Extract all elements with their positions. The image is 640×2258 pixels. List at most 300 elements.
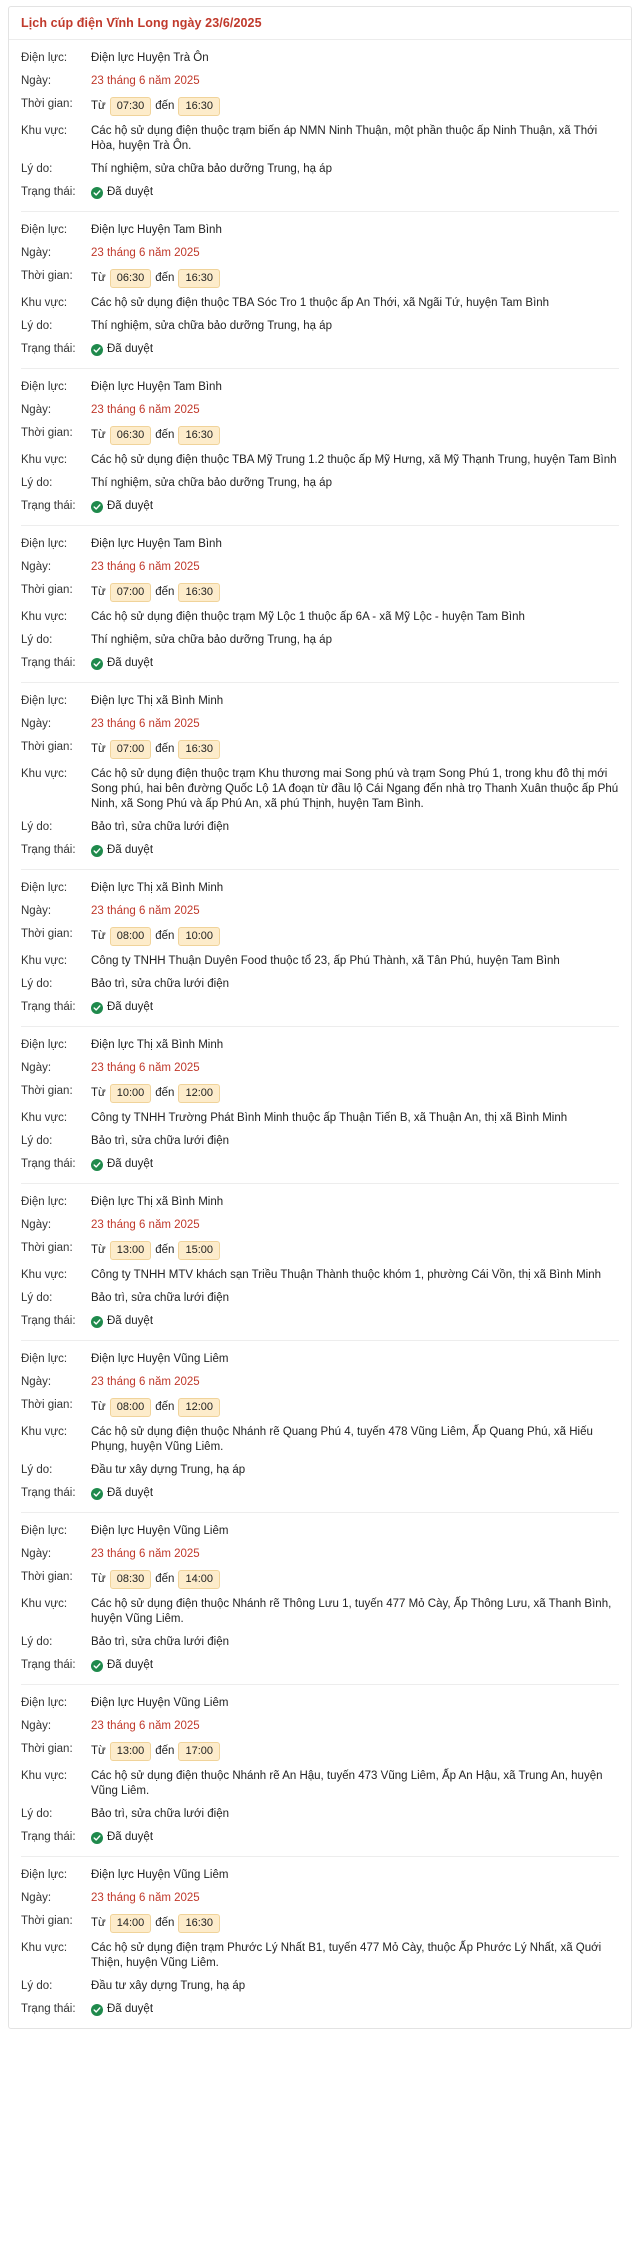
time-label: Thời gian: — [21, 741, 73, 753]
date-row — [21, 717, 619, 732]
check-circle-icon — [91, 1002, 103, 1014]
reason-label: Lý do: — [21, 1292, 53, 1304]
reason-label: Lý do: — [21, 1135, 53, 1147]
outage-entry — [21, 683, 619, 870]
date-label: Ngày: — [21, 1219, 52, 1231]
reason-label: Lý do: — [21, 634, 53, 646]
date-label: Ngày: — [21, 1720, 52, 1732]
time-row — [21, 1742, 619, 1761]
status-badge — [91, 1314, 619, 1329]
date-label: Ngày: — [21, 404, 52, 416]
time-row — [21, 1084, 619, 1103]
time-from-label: Từ — [91, 1745, 106, 1757]
status-badge — [91, 1000, 619, 1015]
status-text: Đã duyệt — [107, 500, 154, 512]
area-label: Khu vực: — [21, 1598, 68, 1610]
company-label: Điện lực: — [21, 1353, 68, 1365]
time-row — [21, 1570, 619, 1589]
time-to-chip: 16:30 — [178, 1914, 220, 1933]
date-value: 23 tháng 6 năm 2025 — [91, 404, 200, 416]
time-from-label: Từ — [91, 1401, 106, 1413]
date-row — [21, 1218, 619, 1233]
area-value: Các hộ sử dụng điện thuộc trạm biến áp NMN Ninh Thuận, một phần thuộc ấp Ninh Thuận, xã Thới Hòa, huyện Trà Ôn. — [91, 125, 598, 152]
time-from-chip: 13:00 — [110, 1241, 152, 1260]
reason-value: Thí nghiệm, sửa chữa bảo dưỡng Trung, hạ áp — [91, 320, 332, 332]
check-circle-icon — [91, 501, 103, 513]
date-value: 23 tháng 6 năm 2025 — [91, 1720, 200, 1732]
time-from-chip: 07:30 — [110, 97, 152, 116]
area-value: Các hộ sử dụng điện thuộc Nhánh rẽ Thông Lưu 1, tuyến 477 Mỏ Cày, Ấp Thông Lưu, xã Thanh Bình, huyện Vũng Liêm. — [91, 1598, 612, 1625]
reason-value: Thí nghiệm, sửa chữa bảo dưỡng Trung, hạ áp — [91, 634, 332, 646]
reason-value: Bảo trì, sửa chữa lưới điện — [91, 1808, 230, 1820]
status-row — [21, 1314, 619, 1329]
time-to-label: đến — [155, 100, 175, 112]
date-value: 23 tháng 6 năm 2025 — [91, 1219, 200, 1231]
time-from-chip: 10:00 — [110, 1084, 152, 1103]
time-from-label: Từ — [91, 930, 106, 942]
company-value: Điện lực Huyện Tam Bình — [91, 381, 222, 393]
area-row — [21, 1769, 619, 1799]
time-row — [21, 1241, 619, 1260]
company-value: Điện lực Huyện Vũng Liêm — [91, 1525, 229, 1537]
date-row — [21, 246, 619, 261]
status-row — [21, 1830, 619, 1845]
date-row — [21, 904, 619, 919]
status-text: Đã duyệt — [107, 1001, 154, 1013]
date-row — [21, 403, 619, 418]
company-row — [21, 223, 619, 238]
date-value: 23 tháng 6 năm 2025 — [91, 561, 200, 573]
area-value: Các hộ sử dụng điện thuộc TBA Sóc Tro 1 thuộc ấp An Thới, xã Ngãi Tứ, huyện Tam Bình — [91, 297, 550, 309]
company-label: Điện lực: — [21, 695, 68, 707]
time-to-chip: 16:30 — [178, 426, 220, 445]
reason-row — [21, 1807, 619, 1822]
date-row — [21, 1061, 619, 1076]
time-row — [21, 97, 619, 116]
status-badge — [91, 1830, 619, 1845]
company-row — [21, 380, 619, 395]
company-label: Điện lực: — [21, 538, 68, 550]
time-label: Thời gian: — [21, 1085, 73, 1097]
area-value: Công ty TNHH Trường Phát Bình Minh thuộc ấp Thuận Tiến B, xã Thuận An, thị xã Bình Minh — [91, 1112, 568, 1124]
status-label: Trạng thái: — [21, 1315, 76, 1327]
date-label: Ngày: — [21, 1376, 52, 1388]
time-to-label: đến — [155, 1087, 175, 1099]
time-to-chip: 15:00 — [178, 1241, 220, 1260]
area-label: Khu vực: — [21, 125, 68, 137]
area-row — [21, 954, 619, 969]
time-to-chip: 12:00 — [178, 1398, 220, 1417]
time-from-label: Từ — [91, 1573, 106, 1585]
date-label: Ngày: — [21, 905, 52, 917]
company-label: Điện lực: — [21, 1525, 68, 1537]
area-row — [21, 124, 619, 154]
reason-label: Lý do: — [21, 477, 53, 489]
company-row — [21, 1868, 619, 1883]
date-label: Ngày: — [21, 1548, 52, 1560]
time-to-label: đến — [155, 1745, 175, 1757]
status-badge — [91, 1658, 619, 1673]
time-label: Thời gian: — [21, 1242, 73, 1254]
outage-entry — [21, 1184, 619, 1341]
status-row — [21, 499, 619, 514]
check-circle-icon — [91, 658, 103, 670]
status-text: Đã duyệt — [107, 1158, 154, 1170]
time-range — [91, 1241, 619, 1260]
time-row — [21, 1914, 619, 1933]
time-from-chip: 13:00 — [110, 1742, 152, 1761]
area-row — [21, 1941, 619, 1971]
company-row — [21, 1352, 619, 1367]
date-row — [21, 1891, 619, 1906]
time-range — [91, 269, 619, 288]
status-text: Đã duyệt — [107, 1487, 154, 1499]
status-row — [21, 1486, 619, 1501]
reason-row — [21, 1979, 619, 1994]
area-row — [21, 1597, 619, 1627]
reason-value: Bảo trì, sửa chữa lưới điện — [91, 978, 230, 990]
area-label: Khu vực: — [21, 454, 68, 466]
company-row — [21, 1195, 619, 1210]
area-row — [21, 767, 619, 812]
time-label: Thời gian: — [21, 1399, 73, 1411]
status-row — [21, 1000, 619, 1015]
time-row — [21, 269, 619, 288]
date-row — [21, 560, 619, 575]
time-to-chip: 16:30 — [178, 583, 220, 602]
area-value: Công ty TNHH Thuận Duyên Food thuộc tổ 23, ấp Phú Thành, xã Tân Phú, huyện Tam Bình — [91, 955, 560, 967]
outage-entry — [21, 870, 619, 1027]
area-value: Các hộ sử dụng điện thuộc Nhánh rẽ An Hậu, tuyến 473 Vũng Liêm, Ấp An Hậu, xã Trung An, huyện Vũng Liêm. — [91, 1770, 603, 1797]
outage-entry — [21, 1685, 619, 1857]
time-to-label: đến — [155, 930, 175, 942]
reason-label: Lý do: — [21, 1636, 53, 1648]
time-from-chip: 14:00 — [110, 1914, 152, 1933]
date-row — [21, 1547, 619, 1562]
time-to-chip: 14:00 — [178, 1570, 220, 1589]
reason-row — [21, 162, 619, 177]
check-circle-icon — [91, 187, 103, 199]
company-label: Điện lực: — [21, 882, 68, 894]
area-label: Khu vực: — [21, 1112, 68, 1124]
company-value: Điện lực Thị xã Bình Minh — [91, 695, 224, 707]
status-label: Trạng thái: — [21, 1001, 76, 1013]
reason-row — [21, 820, 619, 835]
status-row — [21, 1157, 619, 1172]
time-range — [91, 426, 619, 445]
time-from-label: Từ — [91, 429, 106, 441]
time-row — [21, 1398, 619, 1417]
area-label: Khu vực: — [21, 611, 68, 623]
area-value: Các hộ sử dụng điện thuộc TBA Mỹ Trung 1.2 thuộc ấp Mỹ Hưng, xã Mỹ Thạnh Trung, huyện Tam Bình — [91, 454, 617, 466]
status-text: Đã duyệt — [107, 186, 154, 198]
status-label: Trạng thái: — [21, 1659, 76, 1671]
company-label: Điện lực: — [21, 1196, 68, 1208]
reason-label: Lý do: — [21, 821, 53, 833]
date-value: 23 tháng 6 năm 2025 — [91, 718, 200, 730]
time-label: Thời gian: — [21, 1571, 73, 1583]
time-label: Thời gian: — [21, 1743, 73, 1755]
reason-value: Thí nghiệm, sửa chữa bảo dưỡng Trung, hạ áp — [91, 477, 332, 489]
time-from-chip: 06:30 — [110, 269, 152, 288]
outage-entry — [21, 369, 619, 526]
status-row — [21, 342, 619, 357]
status-label: Trạng thái: — [21, 844, 76, 856]
status-label: Trạng thái: — [21, 657, 76, 669]
status-text: Đã duyệt — [107, 1659, 154, 1671]
date-value: 23 tháng 6 năm 2025 — [91, 905, 200, 917]
status-text: Đã duyệt — [107, 844, 154, 856]
status-text: Đã duyệt — [107, 1831, 154, 1843]
date-label: Ngày: — [21, 1892, 52, 1904]
outage-entry — [21, 526, 619, 683]
area-value: Công ty TNHH MTV khách sạn Triều Thuận Thành thuộc khóm 1, phường Cái Vồn, thị xã Bình Minh — [91, 1269, 602, 1281]
time-range — [91, 1398, 619, 1417]
company-label: Điện lực: — [21, 52, 68, 64]
reason-label: Lý do: — [21, 978, 53, 990]
reason-value: Bảo trì, sửa chữa lưới điện — [91, 821, 230, 833]
date-value: 23 tháng 6 năm 2025 — [91, 1062, 200, 1074]
time-from-label: Từ — [91, 1087, 106, 1099]
status-badge — [91, 185, 619, 200]
status-label: Trạng thái: — [21, 1831, 76, 1843]
time-label: Thời gian: — [21, 928, 73, 940]
date-label: Ngày: — [21, 561, 52, 573]
outage-entry — [21, 1857, 619, 2028]
time-to-label: đến — [155, 1401, 175, 1413]
company-value: Điện lực Thị xã Bình Minh — [91, 1039, 224, 1051]
time-range — [91, 1914, 619, 1933]
status-row — [21, 656, 619, 671]
time-from-label: Từ — [91, 100, 106, 112]
status-badge — [91, 499, 619, 514]
company-value: Điện lực Huyện Tam Bình — [91, 538, 222, 550]
time-to-label: đến — [155, 429, 175, 441]
time-from-label: Từ — [91, 743, 106, 755]
area-label: Khu vực: — [21, 1426, 68, 1438]
status-text: Đã duyệt — [107, 657, 154, 669]
company-value: Điện lực Thị xã Bình Minh — [91, 1196, 224, 1208]
reason-row — [21, 633, 619, 648]
date-label: Ngày: — [21, 1062, 52, 1074]
date-value: 23 tháng 6 năm 2025 — [91, 75, 200, 87]
outage-entry — [21, 40, 619, 212]
time-to-label: đến — [155, 1244, 175, 1256]
time-from-chip: 06:30 — [110, 426, 152, 445]
status-badge — [91, 342, 619, 357]
status-badge — [91, 656, 619, 671]
time-to-label: đến — [155, 1917, 175, 1929]
time-from-chip: 08:30 — [110, 1570, 152, 1589]
status-label: Trạng thái: — [21, 1487, 76, 1499]
status-row — [21, 185, 619, 200]
status-row — [21, 1658, 619, 1673]
status-text: Đã duyệt — [107, 1315, 154, 1327]
area-row — [21, 1425, 619, 1455]
status-row — [21, 2002, 619, 2017]
date-row — [21, 1719, 619, 1734]
time-range — [91, 583, 619, 602]
company-row — [21, 1038, 619, 1053]
time-from-chip: 08:00 — [110, 1398, 152, 1417]
time-from-chip: 07:00 — [110, 740, 152, 759]
company-value: Điện lực Huyện Vũng Liêm — [91, 1869, 229, 1881]
check-circle-icon — [91, 1660, 103, 1672]
area-label: Khu vực: — [21, 768, 68, 780]
company-value: Điện lực Huyện Trà Ôn — [91, 52, 209, 64]
date-value: 23 tháng 6 năm 2025 — [91, 1892, 200, 1904]
area-value: Các hộ sử dụng điện thuộc Nhánh rẽ Quang Phú 4, tuyến 478 Vũng Liêm, Ấp Quang Phú, xã Hiếu Phụng, huyện Vũng Liêm. — [91, 1426, 593, 1453]
time-row — [21, 583, 619, 602]
page-title: Lịch cúp điện Vĩnh Long ngày 23/6/2025 — [9, 7, 631, 40]
time-range — [91, 1742, 619, 1761]
check-circle-icon — [91, 2004, 103, 2016]
company-label: Điện lực: — [21, 224, 68, 236]
company-row — [21, 537, 619, 552]
status-label: Trạng thái: — [21, 1158, 76, 1170]
company-label: Điện lực: — [21, 1039, 68, 1051]
time-from-chip: 08:00 — [110, 927, 152, 946]
company-label: Điện lực: — [21, 381, 68, 393]
company-value: Điện lực Huyện Tam Bình — [91, 224, 222, 236]
status-badge — [91, 843, 619, 858]
time-to-chip: 17:00 — [178, 1742, 220, 1761]
company-row — [21, 51, 619, 66]
area-row — [21, 296, 619, 311]
reason-row — [21, 476, 619, 491]
status-badge — [91, 2002, 619, 2017]
time-label: Thời gian: — [21, 1915, 73, 1927]
time-range — [91, 927, 619, 946]
outage-entry-list — [9, 40, 631, 2028]
area-value: Các hộ sử dụng điện thuộc trạm Khu thương mai Song phú và trạm Song Phú 1, trong khu đô thị mới Song phú, hai bên đường Quốc Lộ 1A đoạn từ đầu lộ Cái Ngang đến nhà trọ Thanh Xuân thuộc ấp Phú Ninh, xã Song Phú và ấp Phú An, xã phú Thịnh, huyện Tam Bình. — [91, 768, 619, 810]
status-row — [21, 843, 619, 858]
date-label: Ngày: — [21, 718, 52, 730]
area-value: Các hộ sử dụng điện trạm Phước Lý Nhất B1, tuyến 477 Mỏ Cày, thuộc Ấp Phước Lý Nhất, xã Quới Thiện, huyện Vũng Liêm. — [91, 1942, 602, 1969]
time-to-label: đến — [155, 743, 175, 755]
company-label: Điện lực: — [21, 1869, 68, 1881]
reason-row — [21, 1463, 619, 1478]
time-range — [91, 1084, 619, 1103]
reason-row — [21, 977, 619, 992]
time-row — [21, 740, 619, 759]
time-from-label: Từ — [91, 586, 106, 598]
status-badge — [91, 1157, 619, 1172]
reason-value: Đầu tư xây dựng Trung, hạ áp — [91, 1980, 246, 1992]
time-to-chip: 16:30 — [178, 740, 220, 759]
area-row — [21, 453, 619, 468]
time-from-chip: 07:00 — [110, 583, 152, 602]
reason-row — [21, 1635, 619, 1650]
date-row — [21, 1375, 619, 1390]
outage-entry — [21, 1027, 619, 1184]
reason-value: Bảo trì, sửa chữa lưới điện — [91, 1636, 230, 1648]
check-circle-icon — [91, 1316, 103, 1328]
date-value: 23 tháng 6 năm 2025 — [91, 1376, 200, 1388]
reason-row — [21, 1134, 619, 1149]
date-row — [21, 74, 619, 89]
area-label: Khu vực: — [21, 1770, 68, 1782]
status-label: Trạng thái: — [21, 500, 76, 512]
area-value: Các hộ sử dụng điện thuộc trạm Mỹ Lộc 1 thuộc ấp 6A - xã Mỹ Lộc - huyện Tam Bình — [91, 611, 525, 623]
time-from-label: Từ — [91, 272, 106, 284]
time-row — [21, 927, 619, 946]
time-to-chip: 10:00 — [178, 927, 220, 946]
status-label: Trạng thái: — [21, 343, 76, 355]
status-text: Đã duyệt — [107, 343, 154, 355]
reason-row — [21, 1291, 619, 1306]
company-value: Điện lực Huyện Vũng Liêm — [91, 1353, 229, 1365]
check-circle-icon — [91, 845, 103, 857]
time-row — [21, 426, 619, 445]
reason-value: Bảo trì, sửa chữa lưới điện — [91, 1135, 230, 1147]
reason-label: Lý do: — [21, 1980, 53, 1992]
status-badge — [91, 1486, 619, 1501]
check-circle-icon — [91, 1159, 103, 1171]
status-text: Đã duyệt — [107, 2003, 154, 2015]
company-label: Điện lực: — [21, 1697, 68, 1709]
status-label: Trạng thái: — [21, 186, 76, 198]
company-value: Điện lực Huyện Vũng Liêm — [91, 1697, 229, 1709]
time-to-label: đến — [155, 586, 175, 598]
reason-label: Lý do: — [21, 320, 53, 332]
area-label: Khu vực: — [21, 297, 68, 309]
reason-label: Lý do: — [21, 1464, 53, 1476]
check-circle-icon — [91, 344, 103, 356]
reason-label: Lý do: — [21, 1808, 53, 1820]
time-range — [91, 740, 619, 759]
outage-schedule-card — [8, 6, 632, 2029]
time-to-chip: 16:30 — [178, 97, 220, 116]
time-range — [91, 97, 619, 116]
time-to-label: đến — [155, 1573, 175, 1585]
company-row — [21, 1696, 619, 1711]
reason-value: Thí nghiệm, sửa chữa bảo dưỡng Trung, hạ áp — [91, 163, 332, 175]
outage-entry — [21, 1341, 619, 1513]
date-value: 23 tháng 6 năm 2025 — [91, 247, 200, 259]
time-label: Thời gian: — [21, 98, 73, 110]
reason-label: Lý do: — [21, 163, 53, 175]
outage-entry — [21, 1513, 619, 1685]
outage-entry — [21, 212, 619, 369]
status-label: Trạng thái: — [21, 2003, 76, 2015]
company-row — [21, 1524, 619, 1539]
date-value: 23 tháng 6 năm 2025 — [91, 1548, 200, 1560]
time-to-chip: 16:30 — [178, 269, 220, 288]
company-row — [21, 881, 619, 896]
time-label: Thời gian: — [21, 270, 73, 282]
time-to-label: đến — [155, 272, 175, 284]
area-row — [21, 610, 619, 625]
reason-row — [21, 319, 619, 334]
check-circle-icon — [91, 1488, 103, 1500]
time-from-label: Từ — [91, 1917, 106, 1929]
company-row — [21, 694, 619, 709]
area-row — [21, 1111, 619, 1126]
area-label: Khu vực: — [21, 1942, 68, 1954]
date-label: Ngày: — [21, 247, 52, 259]
check-circle-icon — [91, 1832, 103, 1844]
reason-value: Đầu tư xây dựng Trung, hạ áp — [91, 1464, 246, 1476]
company-value: Điện lực Thị xã Bình Minh — [91, 882, 224, 894]
area-label: Khu vực: — [21, 955, 68, 967]
time-from-label: Từ — [91, 1244, 106, 1256]
time-to-chip: 12:00 — [178, 1084, 220, 1103]
reason-value: Bảo trì, sửa chữa lưới điện — [91, 1292, 230, 1304]
time-label: Thời gian: — [21, 584, 73, 596]
date-label: Ngày: — [21, 75, 52, 87]
area-row — [21, 1268, 619, 1283]
